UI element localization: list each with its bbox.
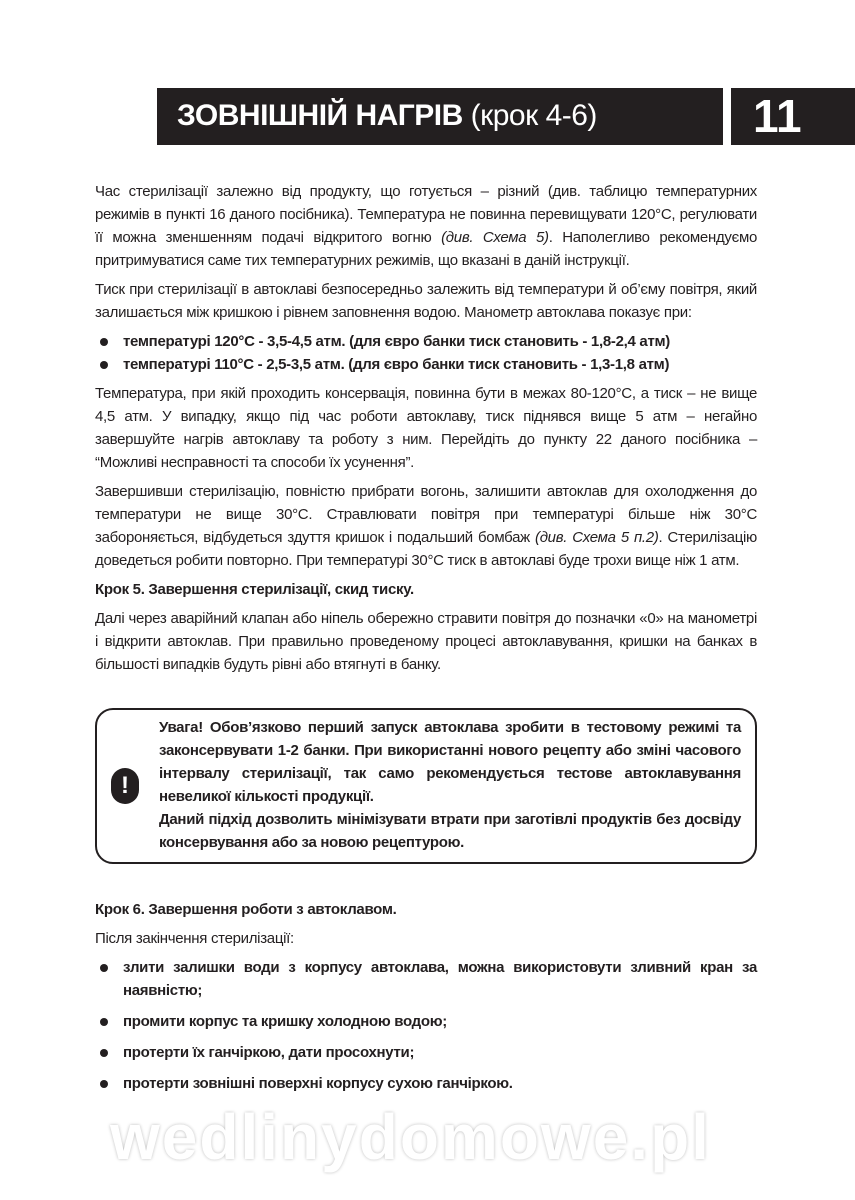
text: . Стерилізацію доведеться робити повторно. При температурі 30°C тиск в автоклаві буде трохи вище ніж 1 атм. (95, 529, 757, 569)
list-item (95, 330, 757, 353)
bullet-icon (100, 1049, 108, 1057)
list-item (95, 1072, 757, 1095)
section-title (177, 99, 597, 133)
exclamation-icon: ! (111, 768, 139, 804)
item-text: злити залишки води з корпусу автоклава, можна використовути зливний кран за наявністю; (123, 959, 757, 999)
warning-text (159, 716, 741, 854)
warning-box (95, 708, 757, 864)
step5-text: Далі через аварійний клапан або ніпель обережно стравити повітря до позначки «0» на манометрі і відкрити автоклав. При правильно проведеному процесі автоклавування, кришки на банках в більшості випадків будуть рівні або втягнуті в банку. (95, 610, 757, 673)
item-text: протерти зовнішні поверхні корпусу сухою ганчіркою. (123, 1075, 513, 1092)
item-text: температурі 110°C - 2,5-3,5 атм. (для євро банки тиск становить - 1,3-1,8 атм) (123, 356, 670, 373)
bullet-icon (100, 1018, 108, 1026)
page-top (0, 0, 855, 180)
page-number: 11 (731, 88, 855, 145)
item-text: протерти їх ганчіркою, дати просохнути; (123, 1044, 415, 1061)
bullet-icon (100, 1080, 108, 1088)
text: Завершивши стерилізацію, повністю прибрати вогонь, залишити автоклав для охолодження до температури не вище 30°C. Стравлювати повітря при температурі більше ніж 30°C забороняється, відбудеться здуття кришок і подальший бомбаж (95, 483, 757, 546)
page-content (95, 180, 757, 1173)
item-text: температурі 120°C - 3,5-4,5 атм. (для євро банки тиск становить - 1,8-2,4 атм) (123, 333, 670, 350)
watermark: wedlinydomowe.pl (110, 1101, 711, 1173)
title-bold: ЗОВНІШНІЙ НАГРІВ (177, 99, 463, 132)
step5-heading: Крок 5. Завершення стерилізації, скид тиску. (95, 581, 414, 598)
paragraph-temperature-limits: Температура, при якій проходить консервація, повинна бути в межах 80-120°C, а тиск – не вище 4,5 атм. У випадку, якщо під час роботи автоклаву, тиск піднявся вище 5 атм – негайно завершуйте нагрів автоклаву та роботу з ним. Перейдіть до пункту 22 даного посібника – “Можливі несправності та способи їх усунення”. (95, 385, 757, 471)
warning-line: Даний підхід дозволить мінімізувати втрати при заготівлі продуктів без досвіду консервування або за новою рецептурою. (159, 811, 741, 851)
list-item (95, 353, 757, 376)
bullet-icon (100, 361, 108, 369)
list-item (95, 1010, 757, 1033)
step6-intro: Після закінчення стерилізації: (95, 930, 294, 947)
pressure-list (95, 330, 757, 376)
bullet-icon (100, 964, 108, 972)
paragraph-cooling (95, 480, 757, 572)
step6-list (95, 956, 757, 1095)
list-item (95, 956, 757, 1002)
warning-line: Увага! Обов’язково перший запуск автоклава зробити в тестовому режимі та законсервувати 1-2 банки. При використанні нового рецепту або зміні часового інтервалу стерилізації, так само рекомендується тестове автоклавування невеликої кількості продукції. (159, 719, 741, 805)
title-rest: (крок 4-6) (462, 99, 597, 132)
paragraph-sterilization-time (95, 180, 757, 272)
scheme-ref: (див. Схема 5 п.2) (535, 529, 659, 546)
bullet-icon (100, 338, 108, 346)
scheme-ref: (див. Схема 5) (441, 229, 549, 246)
item-text: промити корпус та кришку холодною водою; (123, 1013, 447, 1030)
text: Час стерилізації залежно від продукту, що готується – різний (див. таблицю температурних режимів в пункті 16 даного посібника). Температура не повинна перевищувати 120°C, регулювати її можна зменшенням подачі відкритого вогню (95, 183, 757, 246)
paragraph-pressure: Тиск при стерилізації в автоклаві безпосередньо залежить від температури й об’єму повітря, який залишається між кришкою і рівнем заповнення водою. Манометр автоклава показує при: (95, 281, 757, 321)
list-item (95, 1041, 757, 1064)
text: . Наполегливо рекомендуємо притримуватися саме тих температурних режимів, що вказані в даній інструкції. (95, 229, 758, 269)
step6-heading: Крок 6. Завершення роботи з автоклавом. (95, 901, 397, 918)
section-header (157, 88, 723, 145)
